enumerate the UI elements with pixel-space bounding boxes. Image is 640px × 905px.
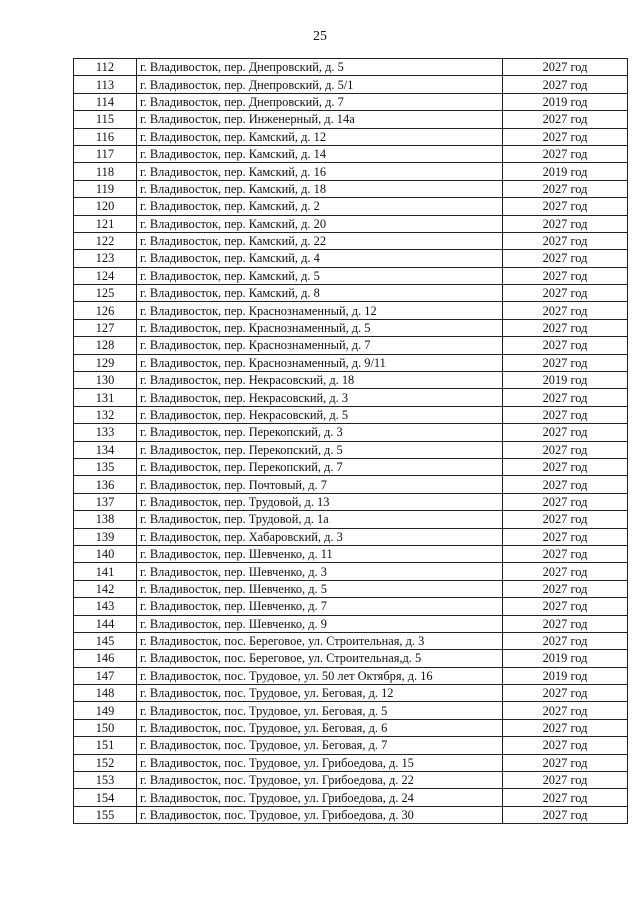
row-number-cell: 142 [74, 580, 137, 597]
row-number-cell: 148 [74, 685, 137, 702]
row-number-cell: 150 [74, 719, 137, 736]
row-number-cell: 116 [74, 128, 137, 145]
year-cell: 2027 год [503, 528, 628, 545]
address-cell: г. Владивосток, пер. Днепровский, д. 5/1 [137, 76, 503, 93]
table-row [74, 493, 628, 510]
address-cell: г. Владивосток, пер. Шевченко, д. 5 [137, 580, 503, 597]
address-cell: г. Владивосток, пер. Некрасовский, д. 18 [137, 372, 503, 389]
address-cell: г. Владивосток, пер. Некрасовский, д. 5 [137, 406, 503, 423]
table-row [74, 789, 628, 806]
address-cell: г. Владивосток, пер. Хабаровский, д. 3 [137, 528, 503, 545]
address-cell: г. Владивосток, пер. Шевченко, д. 3 [137, 563, 503, 580]
year-cell: 2027 год [503, 545, 628, 562]
address-cell: г. Владивосток, пер. Краснознаменный, д. 12 [137, 302, 503, 319]
table-row [74, 754, 628, 771]
table-row [74, 615, 628, 632]
year-cell: 2027 год [503, 59, 628, 76]
row-number-cell: 149 [74, 702, 137, 719]
row-number-cell: 121 [74, 215, 137, 232]
table-row [74, 528, 628, 545]
row-number-cell: 155 [74, 806, 137, 823]
table-row [74, 580, 628, 597]
address-cell: г. Владивосток, пер. Шевченко, д. 9 [137, 615, 503, 632]
row-number-cell: 137 [74, 493, 137, 510]
address-cell: г. Владивосток, пер. Камский, д. 12 [137, 128, 503, 145]
table-row [74, 232, 628, 249]
table-row [74, 59, 628, 76]
row-number-cell: 128 [74, 337, 137, 354]
year-cell: 2027 год [503, 354, 628, 371]
year-cell: 2027 год [503, 424, 628, 441]
year-cell: 2027 год [503, 406, 628, 423]
address-cell: г. Владивосток, пос. Трудовое, ул. 50 лет Октября, д. 16 [137, 667, 503, 684]
table-row [74, 145, 628, 162]
address-cell: г. Владивосток, пер. Днепровский, д. 7 [137, 93, 503, 110]
row-number-cell: 154 [74, 789, 137, 806]
year-cell: 2027 год [503, 180, 628, 197]
row-number-cell: 145 [74, 632, 137, 649]
row-number-cell: 143 [74, 598, 137, 615]
address-cell: г. Владивосток, пер. Камский, д. 20 [137, 215, 503, 232]
row-number-cell: 118 [74, 163, 137, 180]
row-number-cell: 135 [74, 458, 137, 475]
row-number-cell: 114 [74, 93, 137, 110]
address-cell: г. Владивосток, пер. Перекопский, д. 7 [137, 458, 503, 475]
table-row [74, 215, 628, 232]
table-row [74, 128, 628, 145]
year-cell: 2027 год [503, 719, 628, 736]
year-cell: 2027 год [503, 493, 628, 510]
table-row [74, 372, 628, 389]
year-cell: 2027 год [503, 632, 628, 649]
row-number-cell: 112 [74, 59, 137, 76]
table-row [74, 76, 628, 93]
table-row [74, 806, 628, 823]
year-cell: 2027 год [503, 458, 628, 475]
year-cell: 2027 год [503, 737, 628, 754]
address-cell: г. Владивосток, пер. Трудовой, д. 13 [137, 493, 503, 510]
address-cell: г. Владивосток, пос. Трудовое, ул. Грибоедова, д. 30 [137, 806, 503, 823]
address-cell: г. Владивосток, пер. Камский, д. 4 [137, 250, 503, 267]
year-cell: 2019 год [503, 667, 628, 684]
address-cell: г. Владивосток, пер. Камский, д. 16 [137, 163, 503, 180]
table-row [74, 598, 628, 615]
address-cell: г. Владивосток, пер. Камский, д. 14 [137, 145, 503, 162]
year-cell: 2019 год [503, 372, 628, 389]
address-cell: г. Владивосток, пос. Береговое, ул. Строительная,д. 5 [137, 650, 503, 667]
row-number-cell: 141 [74, 563, 137, 580]
year-cell: 2027 год [503, 267, 628, 284]
address-cell: г. Владивосток, пер. Перекопский, д. 5 [137, 441, 503, 458]
row-number-cell: 140 [74, 545, 137, 562]
address-cell: г. Владивосток, пер. Трудовой, д. 1а [137, 511, 503, 528]
table-row [74, 458, 628, 475]
table-row [74, 545, 628, 562]
address-cell: г. Владивосток, пер. Камский, д. 8 [137, 285, 503, 302]
row-number-cell: 144 [74, 615, 137, 632]
address-cell: г. Владивосток, пер. Шевченко, д. 7 [137, 598, 503, 615]
address-cell: г. Владивосток, пос. Трудовое, ул. Грибоедова, д. 15 [137, 754, 503, 771]
year-cell: 2027 год [503, 389, 628, 406]
row-number-cell: 138 [74, 511, 137, 528]
year-cell: 2027 год [503, 215, 628, 232]
row-number-cell: 136 [74, 476, 137, 493]
year-cell: 2027 год [503, 806, 628, 823]
row-number-cell: 120 [74, 198, 137, 215]
year-cell: 2019 год [503, 650, 628, 667]
year-cell: 2027 год [503, 285, 628, 302]
row-number-cell: 124 [74, 267, 137, 284]
address-cell: г. Владивосток, пос. Трудовое, ул. Беговая, д. 6 [137, 719, 503, 736]
table-row [74, 632, 628, 649]
table-row [74, 337, 628, 354]
table-row [74, 772, 628, 789]
address-cell: г. Владивосток, пер. Днепровский, д. 5 [137, 59, 503, 76]
address-cell: г. Владивосток, пос. Трудовое, ул. Беговая, д. 5 [137, 702, 503, 719]
address-cell: г. Владивосток, пер. Почтовый, д. 7 [137, 476, 503, 493]
table-row [74, 441, 628, 458]
year-cell: 2027 год [503, 302, 628, 319]
table-row [74, 319, 628, 336]
row-number-cell: 133 [74, 424, 137, 441]
year-cell: 2027 год [503, 563, 628, 580]
row-number-cell: 123 [74, 250, 137, 267]
table-row [74, 354, 628, 371]
table-row [74, 563, 628, 580]
year-cell: 2027 год [503, 337, 628, 354]
year-cell: 2019 год [503, 93, 628, 110]
table-row [74, 163, 628, 180]
table-row [74, 250, 628, 267]
address-cell: г. Владивосток, пос. Трудовое, ул. Беговая, д. 12 [137, 685, 503, 702]
address-cell: г. Владивосток, пер. Камский, д. 22 [137, 232, 503, 249]
year-cell: 2027 год [503, 615, 628, 632]
row-number-cell: 129 [74, 354, 137, 371]
row-number-cell: 117 [74, 145, 137, 162]
row-number-cell: 130 [74, 372, 137, 389]
address-cell: г. Владивосток, пер. Камский, д. 2 [137, 198, 503, 215]
table-row [74, 267, 628, 284]
table-row [74, 667, 628, 684]
year-cell: 2027 год [503, 511, 628, 528]
row-number-cell: 151 [74, 737, 137, 754]
year-cell: 2027 год [503, 580, 628, 597]
year-cell: 2027 год [503, 702, 628, 719]
address-cell: г. Владивосток, пер. Шевченко, д. 11 [137, 545, 503, 562]
table-row [74, 476, 628, 493]
page-number: 25 [313, 29, 327, 44]
table-row [74, 93, 628, 110]
table-row [74, 650, 628, 667]
table-row [74, 180, 628, 197]
address-cell: г. Владивосток, пер. Краснознаменный, д. 7 [137, 337, 503, 354]
row-number-cell: 125 [74, 285, 137, 302]
table-row [74, 302, 628, 319]
table-row [74, 511, 628, 528]
address-cell: г. Владивосток, пос. Трудовое, ул. Беговая, д. 7 [137, 737, 503, 754]
table-row [74, 685, 628, 702]
row-number-cell: 127 [74, 319, 137, 336]
table-row [74, 389, 628, 406]
row-number-cell: 122 [74, 232, 137, 249]
table-row [74, 111, 628, 128]
year-cell: 2019 год [503, 163, 628, 180]
table-row [74, 737, 628, 754]
row-number-cell: 134 [74, 441, 137, 458]
year-cell: 2027 год [503, 250, 628, 267]
address-cell: г. Владивосток, пос. Трудовое, ул. Грибоедова, д. 24 [137, 789, 503, 806]
year-cell: 2027 год [503, 476, 628, 493]
table-row [74, 285, 628, 302]
row-number-cell: 115 [74, 111, 137, 128]
year-cell: 2027 год [503, 441, 628, 458]
address-cell: г. Владивосток, пер. Камский, д. 18 [137, 180, 503, 197]
year-cell: 2027 год [503, 754, 628, 771]
address-table [73, 58, 628, 824]
row-number-cell: 153 [74, 772, 137, 789]
table-row [74, 198, 628, 215]
year-cell: 2027 год [503, 789, 628, 806]
year-cell: 2027 год [503, 319, 628, 336]
table-row [74, 702, 628, 719]
year-cell: 2027 год [503, 76, 628, 93]
year-cell: 2027 год [503, 232, 628, 249]
address-cell: г. Владивосток, пер. Инженерный, д. 14а [137, 111, 503, 128]
year-cell: 2027 год [503, 198, 628, 215]
address-cell: г. Владивосток, пер. Камский, д. 5 [137, 267, 503, 284]
table-row [74, 406, 628, 423]
row-number-cell: 146 [74, 650, 137, 667]
year-cell: 2027 год [503, 685, 628, 702]
address-cell: г. Владивосток, пер. Перекопский, д. 3 [137, 424, 503, 441]
row-number-cell: 147 [74, 667, 137, 684]
address-cell: г. Владивосток, пер. Краснознаменный, д. 9/11 [137, 354, 503, 371]
address-cell: г. Владивосток, пос. Трудовое, ул. Грибоедова, д. 22 [137, 772, 503, 789]
address-cell: г. Владивосток, пер. Некрасовский, д. 3 [137, 389, 503, 406]
year-cell: 2027 год [503, 111, 628, 128]
row-number-cell: 119 [74, 180, 137, 197]
row-number-cell: 132 [74, 406, 137, 423]
row-number-cell: 113 [74, 76, 137, 93]
year-cell: 2027 год [503, 128, 628, 145]
row-number-cell: 139 [74, 528, 137, 545]
row-number-cell: 152 [74, 754, 137, 771]
table-row [74, 719, 628, 736]
address-cell: г. Владивосток, пос. Береговое, ул. Строительная, д. 3 [137, 632, 503, 649]
row-number-cell: 126 [74, 302, 137, 319]
year-cell: 2027 год [503, 772, 628, 789]
table-body [74, 59, 628, 824]
year-cell: 2027 год [503, 598, 628, 615]
address-cell: г. Владивосток, пер. Краснознаменный, д. 5 [137, 319, 503, 336]
row-number-cell: 131 [74, 389, 137, 406]
table-row [74, 424, 628, 441]
year-cell: 2027 год [503, 145, 628, 162]
